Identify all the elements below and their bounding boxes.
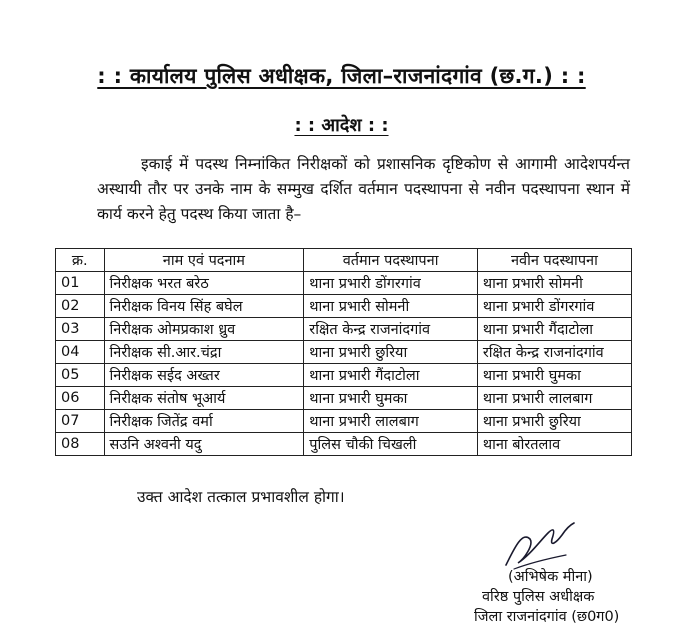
table-row: [56, 272, 632, 295]
cell-current: थाना प्रभारी सोमनी: [304, 295, 478, 318]
cell-name: निरीक्षक जितेंद्र वर्मा: [104, 410, 304, 433]
cell-serial: 02: [56, 295, 105, 318]
order-heading: : : आदेश : :: [294, 115, 389, 136]
signatory-name: (अभिषेक मीना): [508, 569, 593, 585]
table-row: [56, 295, 632, 318]
cell-name: निरीक्षक भरत बरेठ: [104, 272, 304, 295]
col-header-name: नाम एवं पदनाम: [104, 249, 304, 272]
signatory-district: जिला राजनांदगांव (छ0ग0): [474, 609, 620, 625]
handwritten-signature: [500, 519, 578, 574]
table-row: [56, 341, 632, 364]
table-row: [56, 318, 632, 341]
cell-new: थाना प्रभारी गैंदाटोला: [477, 318, 631, 341]
intro-text: इकाई में पदस्थ निम्नांकित निरीक्षकों को प्रशासनिक दृष्टिकोण से आगामी आदेशपर्यन्त अस्थायी तौर पर उनके नाम के सम्मुख दर्शित वर्तमान पदस्थापना से नवीन पदस्थापना स्थान में कार्य करने हेतु पदस्थ किया जाता है–: [97, 155, 630, 223]
cell-name: निरीक्षक सईद अख्तर: [104, 364, 304, 387]
cell-new: थाना प्रभारी डोंगरगांव: [477, 295, 631, 318]
cell-new: रक्षित केन्द्र राजनांदगांव: [477, 341, 631, 364]
table-row: [56, 364, 632, 387]
cell-serial: 08: [56, 433, 105, 456]
cell-serial: 06: [56, 387, 105, 410]
cell-new: थाना प्रभारी लालबाग: [477, 387, 631, 410]
intro-paragraph: [97, 152, 630, 227]
cell-name: सउनि अश्वनी यदु: [104, 433, 304, 456]
cell-name: निरीक्षक विनय सिंह बघेल: [104, 295, 304, 318]
cell-new: थाना प्रभारी सोमनी: [477, 272, 631, 295]
cell-current: थाना प्रभारी लालबाग: [304, 410, 478, 433]
table-row: [56, 433, 632, 456]
cell-current: थाना प्रभारी डोंगरगांव: [304, 272, 478, 295]
cell-current: थाना प्रभारी गैंदाटोला: [304, 364, 478, 387]
cell-serial: 05: [56, 364, 105, 387]
cell-serial: 01: [56, 272, 105, 295]
cell-name: निरीक्षक सी.आर.चंद्रा: [104, 341, 304, 364]
cell-current: पुलिस चौकी चिखली: [304, 433, 478, 456]
col-header-serial: क्र.: [56, 249, 105, 272]
col-header-new: नवीन पदस्थापना: [477, 249, 631, 272]
cell-new: थाना बोरतलाव: [477, 433, 631, 456]
page-title: : : कार्यालय पुलिस अधीक्षक, जिला–राजनांदगांव (छ.ग.) : :: [97, 64, 586, 88]
signatory-block: [470, 567, 670, 627]
cell-new: थाना प्रभारी घुमका: [477, 364, 631, 387]
cell-current: थाना प्रभारी छुरिया: [304, 341, 478, 364]
cell-current: थाना प्रभारी घुमका: [304, 387, 478, 410]
col-header-current: वर्तमान पदस्थापना: [304, 249, 478, 272]
signatory-designation: वरिष्ठ पुलिस अधीक्षक: [482, 589, 595, 605]
cell-serial: 04: [56, 341, 105, 364]
cell-serial: 03: [56, 318, 105, 341]
table-header-row: [56, 249, 632, 272]
cell-name: निरीक्षक संतोष भूआर्य: [104, 387, 304, 410]
cell-new: थाना प्रभारी छुरिया: [477, 410, 631, 433]
table-row: [56, 387, 632, 410]
table-row: [56, 410, 632, 433]
cell-name: निरीक्षक ओमप्रकाश ध्रुव: [104, 318, 304, 341]
cell-serial: 07: [56, 410, 105, 433]
closing-statement: उक्त आदेश तत्काल प्रभावशील होगा।: [137, 488, 345, 506]
cell-current: रक्षित केन्द्र राजनांदगांव: [304, 318, 478, 341]
transfer-table: [55, 248, 632, 456]
